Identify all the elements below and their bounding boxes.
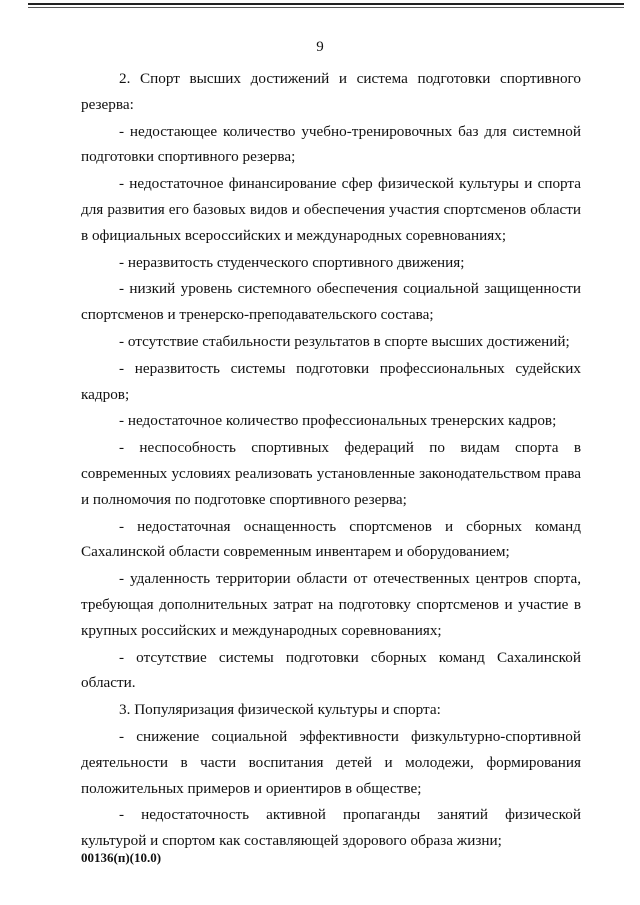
- header-rule-thick: [28, 3, 624, 5]
- list-item: - снижение социальной эффективности физкультурно-спортивной деятельности в части воспитания детей и молодежи, формирования положительных примеров и ориентиров в обществе;: [81, 727, 581, 797]
- page-number: 9: [316, 39, 324, 55]
- list-item: - неразвитость системы подготовки профессиональных судейских кадров;: [81, 359, 581, 403]
- list-item: - отсутствие системы подготовки сборных команд Сахалинской области.: [81, 648, 581, 692]
- document-code: 00136(п)(10.0): [81, 850, 162, 865]
- list-item: - недостаточность активной пропаганды занятий физической культурой и спортом как составляющей здорового образа жизни;: [81, 806, 581, 850]
- list-item: - неспособность спортивных федераций по видам спорта в современных условиях реализовать установленные законодательством права и полномочия по подготовке спортивного резерва;: [81, 439, 581, 508]
- list-item: - низкий уровень системного обеспечения социальной защищенности спортсменов и тренерско-преподавательского состава;: [81, 280, 581, 324]
- document-body: [81, 66, 581, 855]
- list-item: - недостаточная оснащенность спортсменов и сборных команд Сахалинской области современным инвентарем и оборудованием;: [81, 517, 581, 561]
- list-item: - недостаточное финансирование сфер физической культуры и спорта для развития его базовых видов и обеспечения участия спортсменов области в официальных всероссийских и международных соревнованиях;: [81, 175, 581, 244]
- list-item: - удаленность территории области от отечественных центров спорта, требующая дополнительных затрат на подготовку спортсменов и участие в крупных российских и международных соревнованиях;: [81, 570, 581, 639]
- section-heading-3: 3. Популяризация физической культуры и спорта:: [119, 701, 441, 719]
- header-rule-thin: [28, 7, 624, 8]
- list-item: - отсутствие стабильности результатов в спорте высших достижений;: [119, 332, 570, 350]
- list-item: - недостаточное количество профессиональных тренерских кадров;: [119, 412, 557, 430]
- list-item: - неразвитость студенческого спортивного движения;: [119, 253, 465, 271]
- section-heading-2: 2. Спорт высших достижений и система подготовки спортивного резерва:: [81, 70, 581, 113]
- list-item: - недостающее количество учебно-тренировочных баз для системной подготовки спортивного резерва;: [81, 122, 581, 166]
